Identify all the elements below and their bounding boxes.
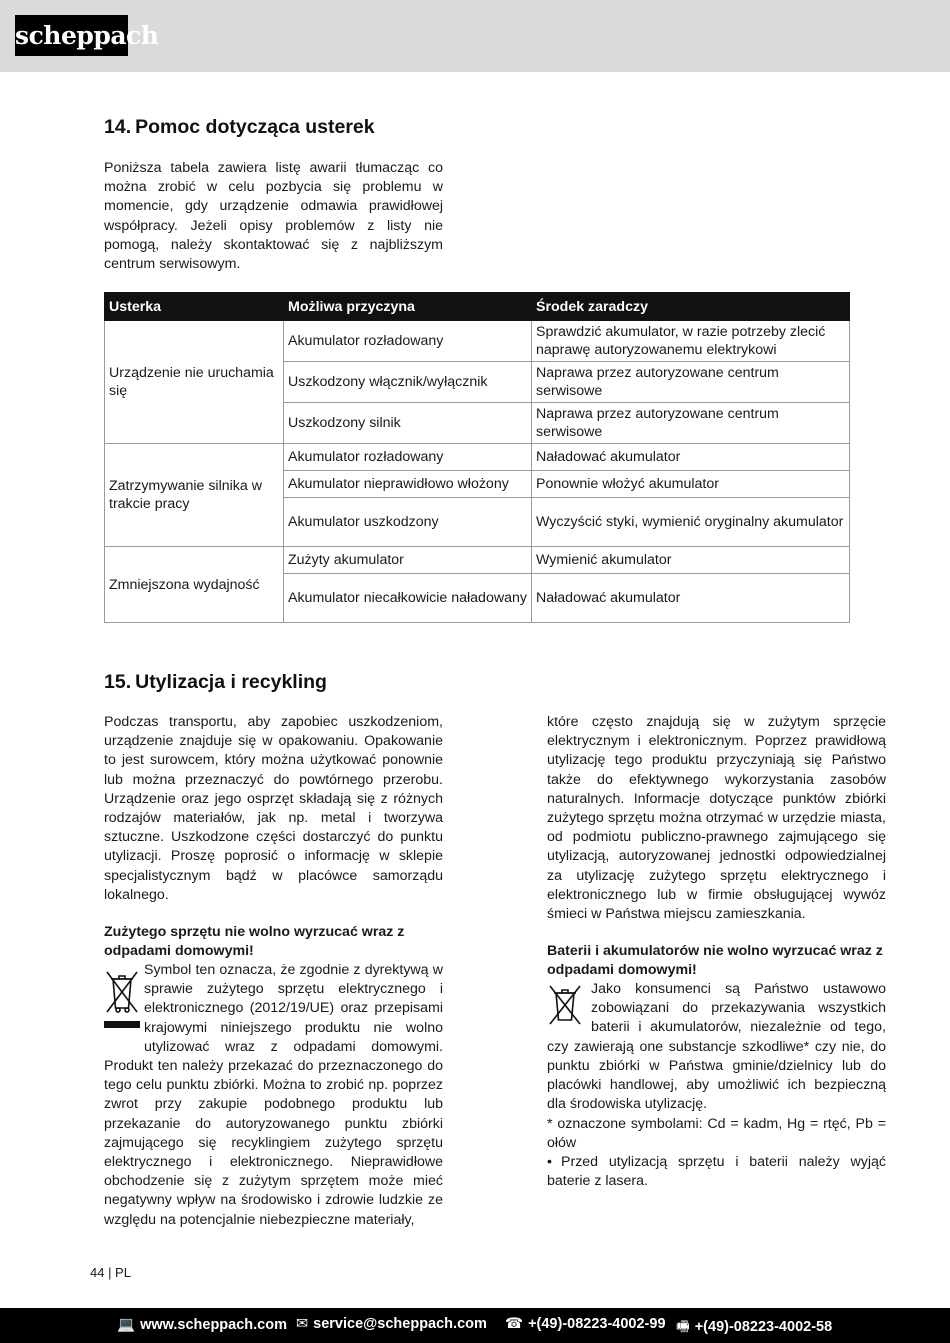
battery-heading: Baterii i akumulatorów nie wolno wyrzucać wraz z odpadami domowymi! [547, 943, 883, 979]
mail-icon: ✉ [296, 1316, 309, 1332]
section-14-heading [104, 116, 375, 139]
table-row [105, 444, 850, 471]
battery-text-body: Jako konsumenci są Państwo ustawowo zobowiązani do przekazywania wszystkich baterii i akumulatorów, niezależnie od tego, czy zawierają one substancje szkodliwe* czy nie, do punktu zbiórki w Państwa gminie/dzielnicy lub do placówki handlowej, aby umożliwić ich bezpieczną dla środowiska utylizację. [547, 981, 886, 1113]
cause-cell: Akumulator rozładowany [284, 321, 532, 362]
phone-icon: ☎ [505, 1316, 524, 1332]
cause-cell: Akumulator niecałkowicie naładowany [284, 574, 532, 623]
substance-note: * oznaczone symbolami: Cd = kadm, Hg = rtęć, Pb = ołów [547, 1116, 886, 1152]
remedy-cell: Naładować akumulator [532, 574, 850, 623]
cause-cell: Akumulator uszkodzony [284, 498, 532, 547]
computer-icon: 💻 [117, 1317, 136, 1333]
cause-cell: Zużyty akumulator [284, 547, 532, 574]
weee-heading: Zużytego sprzętu nie wolno wyrzucać wraz z odpadami domowymi! [104, 924, 405, 960]
section-number: 15. [104, 671, 132, 693]
remedy-cell: Naprawa przez autoryzowane centrum serwisowe [532, 362, 850, 403]
brand-logo: scheppach [15, 15, 128, 56]
fax-icon: 🖷 [676, 1319, 690, 1335]
column-header-remedy: Środek zaradczy [532, 293, 850, 321]
section-title: Pomoc dotycząca usterek [135, 116, 375, 138]
weee-text-continued: które często znajdują się w zużytym sprzęcie elektrycznym i elektronicznym. Poprzez prawidłową utylizację tego produktu przyczyniają się Państwo także do efektywnego wykorzystania zasobów naturalnych. Informacje dotyczące punktów zbiórki zużytego sprzętu można otrzymać w urzędzie miasta, od podmiotu publiczno-prawnego zajmującego się utylizacją, autoryzowanej jednostki odpowiedzialnej za utylizację zużytego sprzętu elektrycznego i elektronicznego lub w firmie obsługującej wywóz śmieci w Państwa miejscu zamieszkania. [547, 714, 886, 923]
footer-web[interactable] [117, 1316, 287, 1333]
disposal-paragraph: Podczas transportu, aby zapobiec uszkodzeniom, urządzenie znajduje się w opakowaniu. Opakowanie to jest surowcem, który można użytkować ponownie lub można przeznaczyć do powtórnego przerobu. Urządzenie oraz jego osprzęt składają się z różnych rodzajów materiałów, jak np. metal i tworzywa sztuczne. Uszkodzone części dostarczyć do punktu utylizacji. Proszę poprosić o informację w sklepie specjalistycznym bądź w placówce samorządu lokalnego. [104, 714, 443, 903]
battery-text [547, 980, 886, 1114]
remedy-cell: Wyczyścić styki, wymienić oryginalny akumulator [532, 498, 850, 547]
page-number: 44 | PL [90, 1265, 131, 1280]
remedy-cell: Naładować akumulator [532, 444, 850, 471]
troubleshooting-intro: Poniższa tabela zawiera listę awarii tłumacząc co można zrobić w celu pozbycia się problemu w momencie, gdy urządzenie odmawia prawidłowej współpracy. Jeżeli opisy problemów z listy nie pomogą, należy skontaktować się z najbliższym centrum serwisowym. [104, 160, 443, 273]
remedy-cell: Wymienić akumulator [532, 547, 850, 574]
bullet-icon: • [547, 1154, 552, 1170]
table-row [105, 547, 850, 574]
fault-cell: Zmniejszona wydajność [105, 547, 284, 623]
footer-phone-text: +(49)-08223-4002-99 [528, 1316, 666, 1332]
bullet-text: Przed utylizacją sprzętu i baterii należy wyjąć baterie z lasera. [547, 1154, 886, 1190]
remedy-cell: Sprawdzić akumulator, w razie potrzeby zlecić naprawę autoryzowanemu elektrykowi [532, 321, 850, 362]
section-number: 14. [104, 116, 132, 138]
footer-phone[interactable] [505, 1316, 666, 1332]
troubleshooting-table [104, 292, 850, 623]
remedy-cell: Naprawa przez autoryzowane centrum serwisowe [532, 403, 850, 444]
remedy-cell: Ponownie włożyć akumulator [532, 471, 850, 498]
footer-email-text: service@scheppach.com [313, 1316, 487, 1332]
cause-cell: Uszkodzony włącznik/wyłącznik [284, 362, 532, 403]
cause-cell: Uszkodzony silnik [284, 403, 532, 444]
bullet-item [547, 1153, 886, 1191]
cause-cell: Akumulator nieprawidłowo włożony [284, 471, 532, 498]
table-header-row [105, 293, 850, 321]
icon-spacer [104, 961, 144, 1039]
section-15-heading [104, 671, 327, 694]
cause-cell: Akumulator rozładowany [284, 444, 532, 471]
weee-text-body: Symbol ten oznacza, że zgodnie z dyrektywą w sprawie zużytego sprzętu elektrycznego i elektronicznego (2012/19/UE) oraz przepisami krajowymi niniejszego produktu nie wolno utylizować wraz z odpadami domowymi. Produkt ten należy przekazać do przeznaczonego do tego celu punktu zbiórki. Można to zrobić np. poprzez zwrot przy zakupie podobnego produktu lub przekazanie do autoryzowanego punktu zbiórki zajmującego się recyklingiem zużytego sprzętu elektrycznego i elektronicznego. Nieprawidłowe obchodzenie się z zużytym sprzętem może mieć negatywny wpływ na środowisko i zdrowie ludzkie ze względu na potencjalnie niebezpieczne materiały, [104, 962, 443, 1228]
footer-fax[interactable] [676, 1316, 832, 1341]
page-header [0, 0, 950, 72]
weee-text [104, 961, 443, 1230]
column-header-fault: Usterka [105, 293, 284, 321]
column-header-cause: Możliwa przyczyna [284, 293, 532, 321]
fault-cell: Zatrzymywanie silnika w trakcie pracy [105, 444, 284, 547]
section-title: Utylizacja i recykling [135, 671, 327, 693]
page-footer [0, 1308, 950, 1343]
footer-email[interactable] [296, 1316, 487, 1332]
table-row [105, 321, 850, 362]
icon-spacer [547, 980, 591, 1020]
fault-cell: Urządzenie nie uruchamia się [105, 321, 284, 444]
footer-fax-text: +(49)-08223-4002-58 [694, 1319, 833, 1335]
footer-web-text: www.scheppach.com [140, 1317, 287, 1333]
